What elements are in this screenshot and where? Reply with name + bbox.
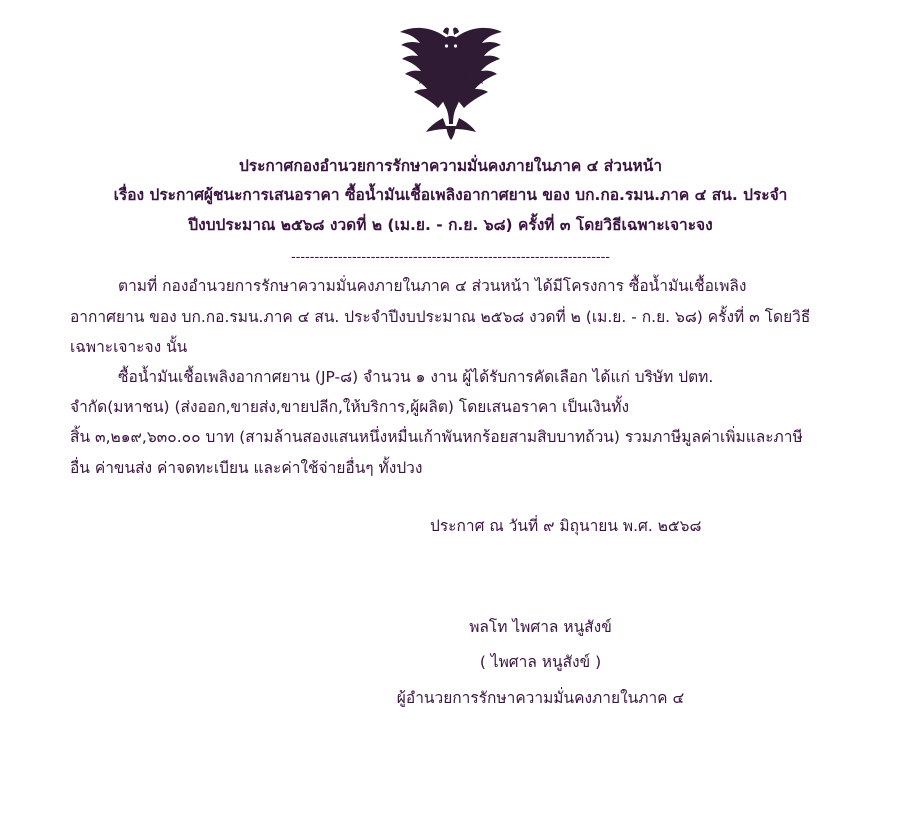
signer-position: ผู้อำนวยการรักษาความมั่นคงภายในภาค ๔ <box>396 689 685 708</box>
garuda-emblem-icon <box>386 22 516 142</box>
paragraph-1 <box>70 271 831 362</box>
announcement-date: ประกาศ ณ วันที่ ๙ มิถุนายน พ.ศ. ๒๕๖๘ <box>430 516 702 535</box>
emblem-container <box>70 0 831 142</box>
heading-line-2: เรื่อง ประกาศผู้ชนะการเสนอราคา ซื้อน้ำมันเชื้อเพลิงอากาศยาน ของ บก.กอ.รมน.ภาค ๔ สน. ประจำ <box>113 186 788 205</box>
para1-line-3: เฉพาะเจาะจง นั้น <box>70 337 188 356</box>
para2-line-1: ซื้อน้ำมันเชื้อเพลิงอากาศยาน (JP-๘) จำนวน ๑ งาน ผู้ได้รับการคัดเลือก ได้แก่ บริษัท ปตท. <box>118 367 714 386</box>
para2-line-3: สิ้น ๓,๒๑๙,๖๓๐.๐๐ บาท (สามล้านสองแสนหนึ่งหมื่นเก้าพันหกร้อยสามสิบบาทถ้วน) รวมภาษีมูลค่าเพิ่มและภาษี <box>70 428 803 447</box>
heading-line-3: ปีงบประมาณ ๒๕๖๘ งวดที่ ๒ (เม.ย. - ก.ย. ๖๘) ครั้งที่ ๓ โดยวิธีเฉพาะเจาะจง <box>188 215 713 234</box>
document-body <box>70 271 831 483</box>
document-heading <box>70 152 831 240</box>
para2-line-2: จำกัด(มหาชน) (ส่งออก,ขายส่ง,ขายปลีก,ให้บริการ,ผู้ผลิต) โดยเสนอราคา เป็นเงินทั้ง <box>70 398 630 417</box>
signer-name: พลโท ไพศาล หนูสังข์ <box>469 617 612 636</box>
paragraph-2 <box>70 362 831 483</box>
signer-name-parenthesis: ( ไพศาล หนูสังข์ ) <box>479 653 602 672</box>
heading-line-1: ประกาศกองอำนวยการรักษาความมั่นคงภายในภาค ๔ ส่วนหน้า <box>238 157 663 175</box>
para1-line-2: อากาศยาน ของ บก.กอ.รมน.ภาค ๔ สน. ประจำปีงบประมาณ ๒๕๖๘ งวดที่ ๒ (เม.ย. - ก.ย. ๖๘) ครั้งที่ ๓ โดยวิธี <box>70 307 811 326</box>
para1-line-1: ตามที่ กองอำนวยการรักษาความมั่นคงภายในภาค ๔ ส่วนหน้า ได้มีโครงการ ซื้อน้ำมันเชื้อเพลิง <box>118 277 747 296</box>
para2-line-4: อื่น ค่าขนส่ง ค่าจดทะเบียน และค่าใช้จ่ายอื่นๆ ทั้งปวง <box>70 458 423 477</box>
heading-divider: -------------------------------------------------------------------- <box>291 250 610 266</box>
signature-block <box>70 610 831 717</box>
